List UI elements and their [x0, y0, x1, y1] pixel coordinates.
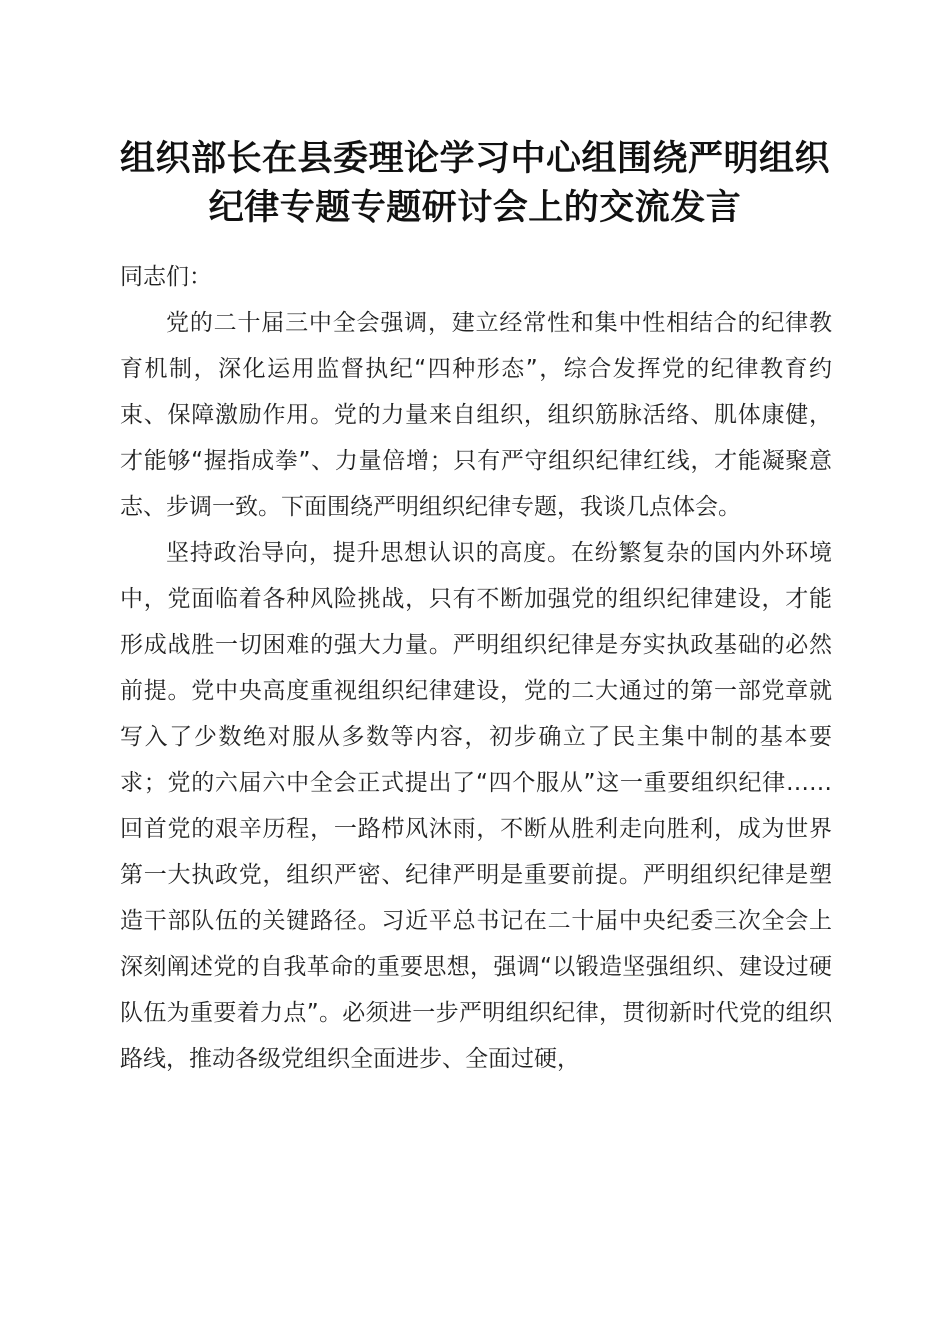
- salutation: 同志们：: [120, 264, 212, 290]
- paragraph-intro: 党的二十届三中全会强调，建立经常性和集中性相结合的纪律教育机制，深化运用监督执纪“四种形态”，综合发挥党的纪律教育约束、保障激励作用。党的力量来自组织，组织筋脉活络、肌体康健，才能够“握指成拳”、力量倍增；只有严守组织纪律红线，才能凝聚意志、步调一致。下面围绕严明组织纪律专题，我谈几点体会。: [120, 310, 832, 520]
- document-title-line-1: 组织部长在县委理论学习中心组围绕严明组织: [119, 138, 830, 179]
- paragraph-political-orientation: 坚持政治导向，提升思想认识的高度。在纷繁复杂的国内外环境中，党面临着各种风险挑战，只有不断加强党的组织纪律建设，才能形成战胜一切困难的强大力量。严明组织纪律是夯实执政基础的必然前提。党中央高度重视组织纪律建设，党的二大通过的第一部党章就写入了少数绝对服从多数等内容，初步确立了民主集中制的基本要求；党的六届六中全会正式提出了“四个服从”这一重要组织纪律……回首党的艰辛历程，一路栉风沐雨，不断从胜利走向胜利，成为世界第一大执政党，组织严密、纪律严明是重要前提。严明组织纪律是塑造干部队伍的关键路径。习近平总书记在二十届中央纪委三次全会上深刻阐述党的自我革命的重要思想，强调“以锻造坚强组织、建设过硬队伍为重要着力点”。必须进一步严明组织纪律，贯彻新时代党的组织路线，推动各级党组织全面进步、全面过硬，: [120, 540, 832, 1072]
- document-title-line-2: 纪律专题专题研讨会上的交流发言: [208, 187, 742, 228]
- document-body: [120, 254, 832, 1082]
- document-title: [100, 134, 850, 232]
